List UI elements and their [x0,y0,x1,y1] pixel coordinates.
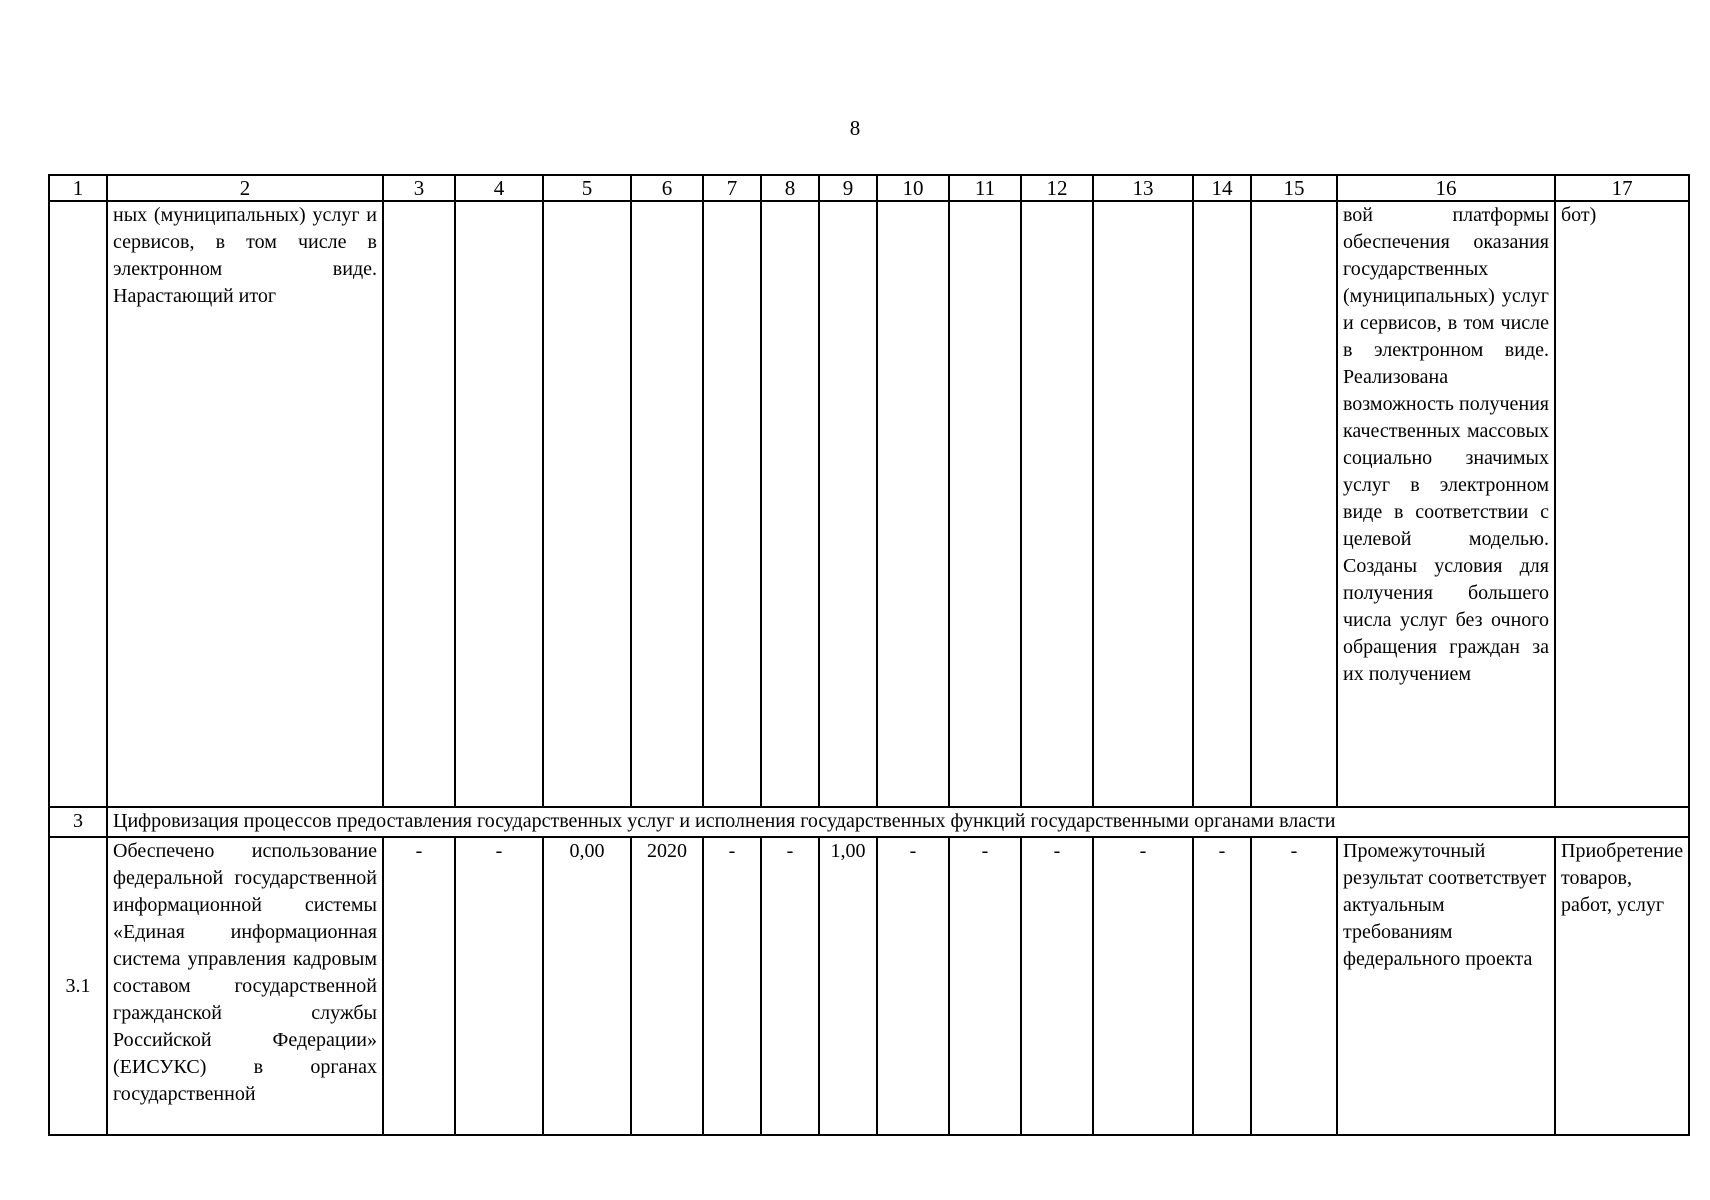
value-cell: - [877,837,949,1135]
value-cell: - [1021,837,1093,1135]
value-cell: - [455,837,543,1135]
base-value-cell: 0,00 [543,837,631,1135]
column-number-cell: 7 [703,175,761,201]
value-cell [761,201,819,807]
value-cell: - [383,837,455,1135]
plan-table [48,174,1690,1136]
page-number: 8 [849,116,861,140]
value-cell [455,201,543,807]
section-title-cell: Цифровизация процессов предоставления государственных услуг и исполнения государственных функций государственными органами власти [107,807,1689,837]
value-cell [1193,201,1251,807]
column-number-cell: 8 [761,175,819,201]
value-cell: - [761,837,819,1135]
result-description-cell: вой платформы обеспечения оказания государственных (муниципальных) услуг и сервисов, в том числе в электронном виде. Реализована возможность получения качественных массовых социально значимых услуг в электронном виде в соответствии с целевой моделью. Созданы условия для получения большего числа услуг без очного обращения граждан за их получением [1337,201,1555,807]
value-cell: - [949,837,1021,1135]
column-number-cell: 3 [383,175,455,201]
value-cell [383,201,455,807]
base-year-cell: 2020 [631,837,703,1135]
type-cell: бот) [1555,201,1689,807]
column-number-cell: 5 [543,175,631,201]
type-cell: Приобретение товаров, работ, услуг [1555,837,1689,1135]
row-number-cell [49,201,107,807]
value-cell [1251,201,1337,807]
column-number-cell: 4 [455,175,543,201]
section-number-cell: 3 [49,807,107,837]
column-number-cell: 15 [1251,175,1337,201]
value-cell [631,201,703,807]
column-number-cell: 16 [1337,175,1555,201]
column-number-cell: 10 [877,175,949,201]
column-number-cell: 12 [1021,175,1093,201]
column-number-cell: 2 [107,175,383,201]
value-cell [877,201,949,807]
column-number-cell: 14 [1193,175,1251,201]
value-cell [703,201,761,807]
value-cell [1093,201,1193,807]
value-cell: - [1093,837,1193,1135]
column-number-cell: 11 [949,175,1021,201]
continued-row [49,201,1689,807]
value-cell: - [703,837,761,1135]
value-cell [1021,201,1093,807]
column-number-cell: 17 [1555,175,1689,201]
row-number-cell: 3.1 [49,837,107,1135]
section-row [49,807,1689,837]
indicator-name-cell: Обеспечено использование федеральной государственной информационной системы «Единая информационная система управления кадровым составом государственной гражданской службы Российской Федерации» (ЕИСУКС) в органах государственной [107,837,383,1135]
value-cell: 1,00 [819,837,877,1135]
indicator-name-cell: ных (муниципальных) услуг и сервисов, в том числе в электронном виде. Нарастающий итог [107,201,383,807]
column-number-row [49,175,1689,201]
value-cell [949,201,1021,807]
value-cell: - [1251,837,1337,1135]
result-description-cell: Промежуточный результат соответствует актуальным требованиям федерального проекта [1337,837,1555,1135]
value-cell [543,201,631,807]
column-number-cell: 9 [819,175,877,201]
value-cell [819,201,877,807]
column-number-cell: 6 [631,175,703,201]
column-number-cell: 1 [49,175,107,201]
value-cell: - [1193,837,1251,1135]
column-number-cell: 13 [1093,175,1193,201]
table-row [49,837,1689,1135]
